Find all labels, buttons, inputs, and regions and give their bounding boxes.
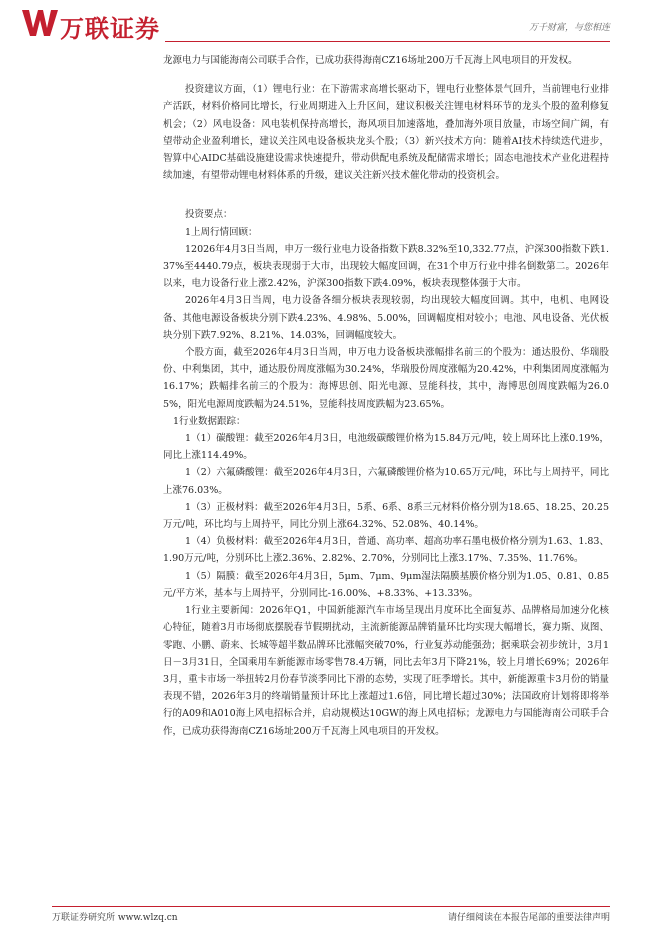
paragraph-lithium-carbonate: 1（1）碳酸锂：截至2026年4月3日，电池级碳酸锂价格为15.84万元/吨，较上周环比上涨0.19%，同比上涨114.49%。 (163, 433, 609, 462)
paragraph-separator: 1（5）隔膜：截至2026年4月3日，5μm、7μm、9μm湿法隔膜基膜价格分别为1.05、0.81、0.85元/平方米，基本与上周持平，分别同比-16.00%、+8.33%、+13.33%。 (163, 570, 609, 599)
footer-divider (52, 906, 610, 907)
header-divider (165, 41, 610, 42)
report-body (163, 52, 609, 740)
header-slogan: 万千财富，与您相连 (528, 23, 610, 33)
paragraph-hydrogen-news-top: 龙源电力与国能海南公司联手合作，已成功获得海南CZ16场址200万千瓦海上风电项目的开发权。 (163, 55, 578, 66)
section-heading-market-review: 1上周行情回顾： (185, 226, 258, 238)
paragraph-lipf6: 1（2）六氟磷酸锂：截至2026年4月3日，六氟磷酸锂价格为10.65万元/吨，环比与上周持平，同比上涨76.03%。 (163, 467, 609, 496)
paragraph-anode: 1（4）负极材料：截至2026年4月3日，普通、高功率、超高功率石墨电极价格分别为1.63、1.83、1.90万元/吨，分别环比上涨2.36%、2.82%、2.70%，分别同比上涨3.17%、7.35%、11.76%。 (163, 536, 609, 565)
paragraph-investment-advice: 投资建议方面，（1）锂电行业：在下游需求高增长驱动下，锂电行业整体景气回升，当前锂电行业排产活跃，材料价格同比增长，行业周期进入上升区间，建议积极关注锂电材料环节的龙头个股的盈利修复机会；（2）风电设备：风电装机保持高增长，海风项目加速落地，叠加海外项目放量，市场空间广阔，有望带动企业盈利增长，建议关注风电设备板块龙头个股；（3）新兴技术方向：随着AI技术持续迭代进步，智算中心AIDC基础设施建设需求快速提升，带动供配电系统及配储需求增长；固态电池技术产业化进程持续加速，有望带动锂电材料体系的升级，建议关注新兴技术催化带动的投资机会。 (163, 84, 609, 182)
paragraph-subsector-performance: 2026年4月3日当周，电力设备各细分板块表现较弱，均出现较大幅度回调。其中，电机、电网设备、其他电源设备板块分别下跌4.23%、4.98%、5.00%，回调幅度相对较小；电池、风电设备、光伏板块分别下跌7.92%、8.21%、14.03%，回调幅度较大。 (163, 295, 609, 341)
company-logo (22, 8, 232, 43)
logo-w-icon (22, 8, 58, 38)
footer-disclaimer: 请仔细阅读在本报告尾部的重要法律声明 (447, 913, 610, 923)
section-heading-data-tracking: 1行业数据跟踪： (173, 415, 246, 427)
footer-institute: 万联证券研究所 www.wlzq.cn (52, 913, 178, 923)
paragraph-industry-news: 1行业主要新闻：2026年Q1，中国新能源汽车市场呈现出月度环比全面复苏、品牌格局加速分化核心特征，随着3月市场彻底摆脱春节假期扰动，主流新能源品牌销量环比均实现大幅增长，赛力斯、岚图、零跑、小鹏、蔚来、长城等超半数品牌环比涨幅突破70%，行业复苏动能强劲；据乘联会初步统计，3月1日－3月31日，全国乘用车新能源市场零售78.4万辆，同比去年3月下降21%，较上月增长69%；2026年3月，重卡市场一举扭转2月份春节淡季同比下滑的态势，实现了旺季增长。其中，新能源重卡3月份的销量表现不错，2026年3月的终端销量预计环比上涨超过1.6倍，同比增长超过30%；法国政府计划将即将举行的A09和A010海上风电招标合并，启动规模达10GW的海上风电招标；龙源电力与国能海南公司联手合作，已成功获得海南CZ16场址200万千瓦海上风电项目的开发权。 (163, 605, 609, 737)
paragraph-cathode: 1（3）正极材料：截至2026年4月3日，5系、6系、8系三元材料价格分别为18.65、18.25、20.25万元/吨，环比均与上周持平，同比分别上涨64.32%、52.08%、40.14%。 (163, 501, 609, 531)
page-header (0, 0, 662, 45)
logo-text: 万联证券 (60, 15, 160, 43)
paragraph-market-review: 12026年4月3日当周，申万一级行业电力设备指数下跌8.32%至10,332.77点，沪深300指数下跌1.37%至4440.79点，板块表现弱于大市，出现较大幅度回调，在31个申万行业中排名倒数第二。2026年以来，电力设备行业上涨2.42%，沪深300指数下跌4.09%，板块表现整体强于大市。 (163, 243, 609, 290)
section-heading-key-points: 投资要点： (185, 209, 233, 221)
paragraph-stock-performance: 个股方面，截至2026年4月3日当周，申万电力设备板块涨幅排名前三的个股为：通达股份、华瑞股份、中利集团，其中，通达股份周度涨幅为30.24%，华瑞股份周度涨幅为20.42%，中利集团周度涨幅为16.17%；跌幅排名前三的个股为：海博思创、阳光电源、昱能科技，其中，海博思创周度跌幅为26.05%，阳光电源周度跌幅为24.51%，昱能科技周度跌幅为23.65%。 (163, 347, 609, 410)
